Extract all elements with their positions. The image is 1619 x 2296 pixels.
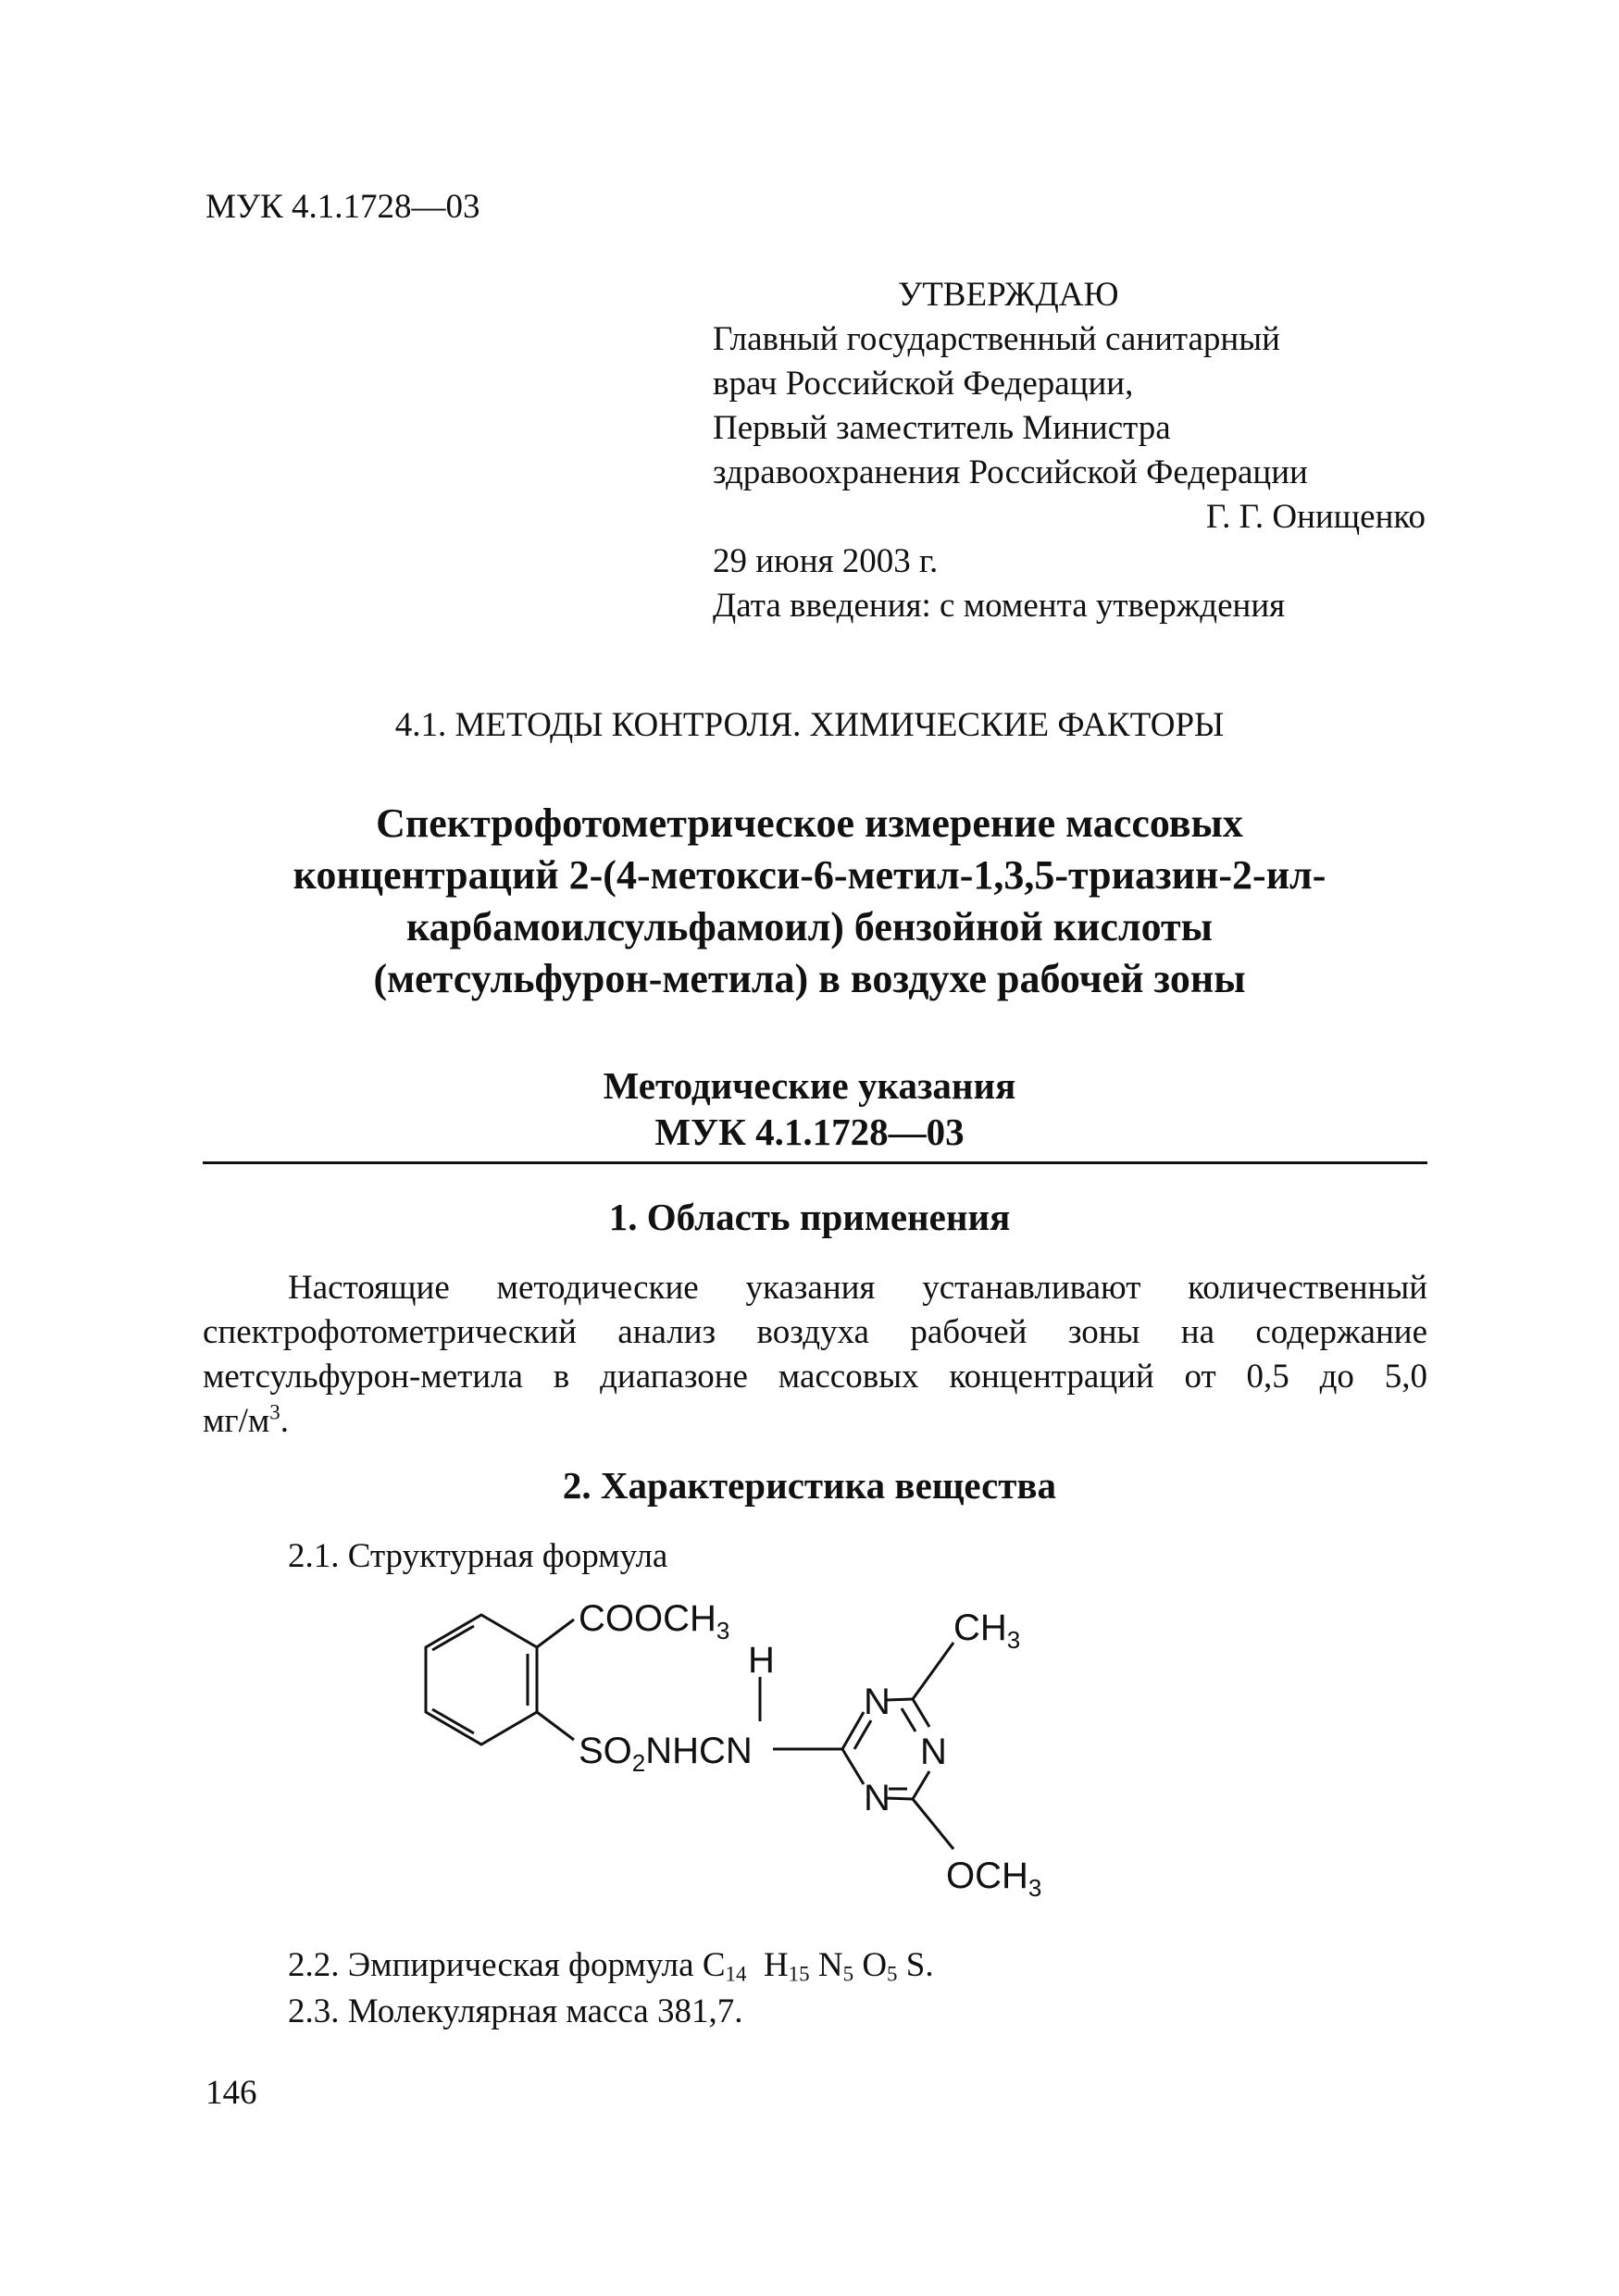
section-2-title: 2. Характеристика вещества bbox=[562, 1464, 1057, 1507]
formula-end: . bbox=[925, 1946, 934, 1984]
triazine-bond bbox=[913, 1771, 929, 1799]
subtitle-line: Методические указания bbox=[603, 1064, 1016, 1107]
benzene-double-bond bbox=[432, 1626, 474, 1650]
count-c: 14 bbox=[725, 1962, 747, 1986]
label-n-top: N bbox=[864, 1682, 890, 1722]
triazine-bond bbox=[842, 1712, 864, 1749]
benzene-double-bond bbox=[432, 1709, 474, 1733]
paragraph-line: спектрофотометрический анализ воздуха рабочей зоны на содержание bbox=[203, 1313, 1427, 1351]
horizontal-rule bbox=[203, 1161, 1427, 1164]
paragraph-line bbox=[203, 1399, 1427, 1444]
count-h: 15 bbox=[788, 1962, 810, 1986]
label-so2nhcn: $SO_2NHCN$ bbox=[579, 1731, 753, 1777]
triazine-bond bbox=[913, 1699, 929, 1727]
document-subtitle bbox=[0, 1062, 1619, 1155]
approval-line: здравоохранения Российской Федерации bbox=[713, 453, 1308, 491]
empirical-formula bbox=[288, 1943, 934, 1988]
structural-formula-label: 2.1. Структурная формула bbox=[288, 1537, 668, 1575]
element-c: C bbox=[702, 1946, 726, 1984]
approval-line: Главный государственный санитарный bbox=[713, 320, 1280, 358]
element-s: S bbox=[905, 1946, 926, 1984]
label-n-right: N bbox=[920, 1731, 947, 1772]
unit-end: . bbox=[280, 1402, 290, 1440]
molecular-mass: 2.3. Молекулярная масса 381,7. bbox=[288, 1992, 743, 2030]
label-cooch3: $COOCH_3$ bbox=[579, 1598, 730, 1644]
approval-title: УТВЕРЖДАЮ bbox=[898, 276, 1119, 314]
bond-to-och3 bbox=[913, 1799, 953, 1849]
approval-effective-date: Дата введения: с момента утверждения bbox=[713, 587, 1286, 625]
approval-block bbox=[713, 273, 1426, 628]
title-line: Спектрофотометрическое измерение массовых bbox=[376, 800, 1243, 846]
title-line: карбамоилсульфамоил) бензойной кислоты bbox=[406, 904, 1213, 949]
paragraph-line: метсульфурон-метила в диапазоне массовых концентраций от 0,5 до 5,0 bbox=[203, 1358, 1427, 1396]
bond-to-cooch3 bbox=[537, 1620, 574, 1647]
unit-exponent: 3 bbox=[269, 1400, 280, 1424]
paragraph-line: Настоящие методические указания устанавливают количественный bbox=[288, 1269, 1427, 1307]
empirical-label: 2.2. Эмпирическая формула bbox=[288, 1946, 703, 1984]
count-o: 5 bbox=[887, 1962, 898, 1986]
element-h: H bbox=[763, 1946, 789, 1984]
approval-line: врач Российской Федерации, bbox=[713, 365, 1134, 403]
label-n-bottom: N bbox=[864, 1778, 890, 1818]
approval-line: Первый заместитель Министра bbox=[713, 409, 1171, 447]
subtitle-code: МУК 4.1.1728—03 bbox=[654, 1111, 965, 1153]
section-1-title: 1. Область применения bbox=[608, 1196, 1011, 1238]
document-code: МУК 4.1.1728—03 bbox=[205, 188, 480, 226]
unit-base: мг/м bbox=[203, 1402, 270, 1440]
label-h: H bbox=[748, 1640, 775, 1681]
page-number: 146 bbox=[205, 2074, 257, 2112]
bond-to-so2 bbox=[537, 1712, 574, 1740]
bond-to-ch3 bbox=[913, 1643, 953, 1699]
label-och3: $OCH_3$ bbox=[946, 1855, 1042, 1902]
benzene-ring bbox=[426, 1615, 537, 1744]
structural-formula bbox=[352, 1573, 1111, 1934]
title-line: (метсульфурон-метила) в воздухе рабочей зоны bbox=[373, 956, 1246, 1001]
element-n: N bbox=[817, 1946, 843, 1984]
triazine-bond bbox=[842, 1749, 864, 1784]
title-line: концентраций 2-(4-метокси-6-метил-1,3,5-триазин-2-ил- bbox=[293, 852, 1326, 898]
count-n: 5 bbox=[842, 1962, 854, 1986]
label-ch3: $CH_3$ bbox=[953, 1607, 1021, 1654]
section-1-paragraph bbox=[203, 1266, 1427, 1444]
document-title bbox=[0, 798, 1619, 1005]
section-header: 4.1. МЕТОДЫ КОНТРОЛЯ. ХИМИЧЕСКИЕ ФАКТОРЫ bbox=[394, 706, 1225, 744]
approval-date: 29 июня 2003 г. bbox=[713, 542, 939, 580]
triazine-double-bond bbox=[902, 1708, 915, 1731]
approval-signer: Г. Г. Онищенко bbox=[1205, 498, 1426, 536]
element-o: O bbox=[862, 1946, 888, 1984]
